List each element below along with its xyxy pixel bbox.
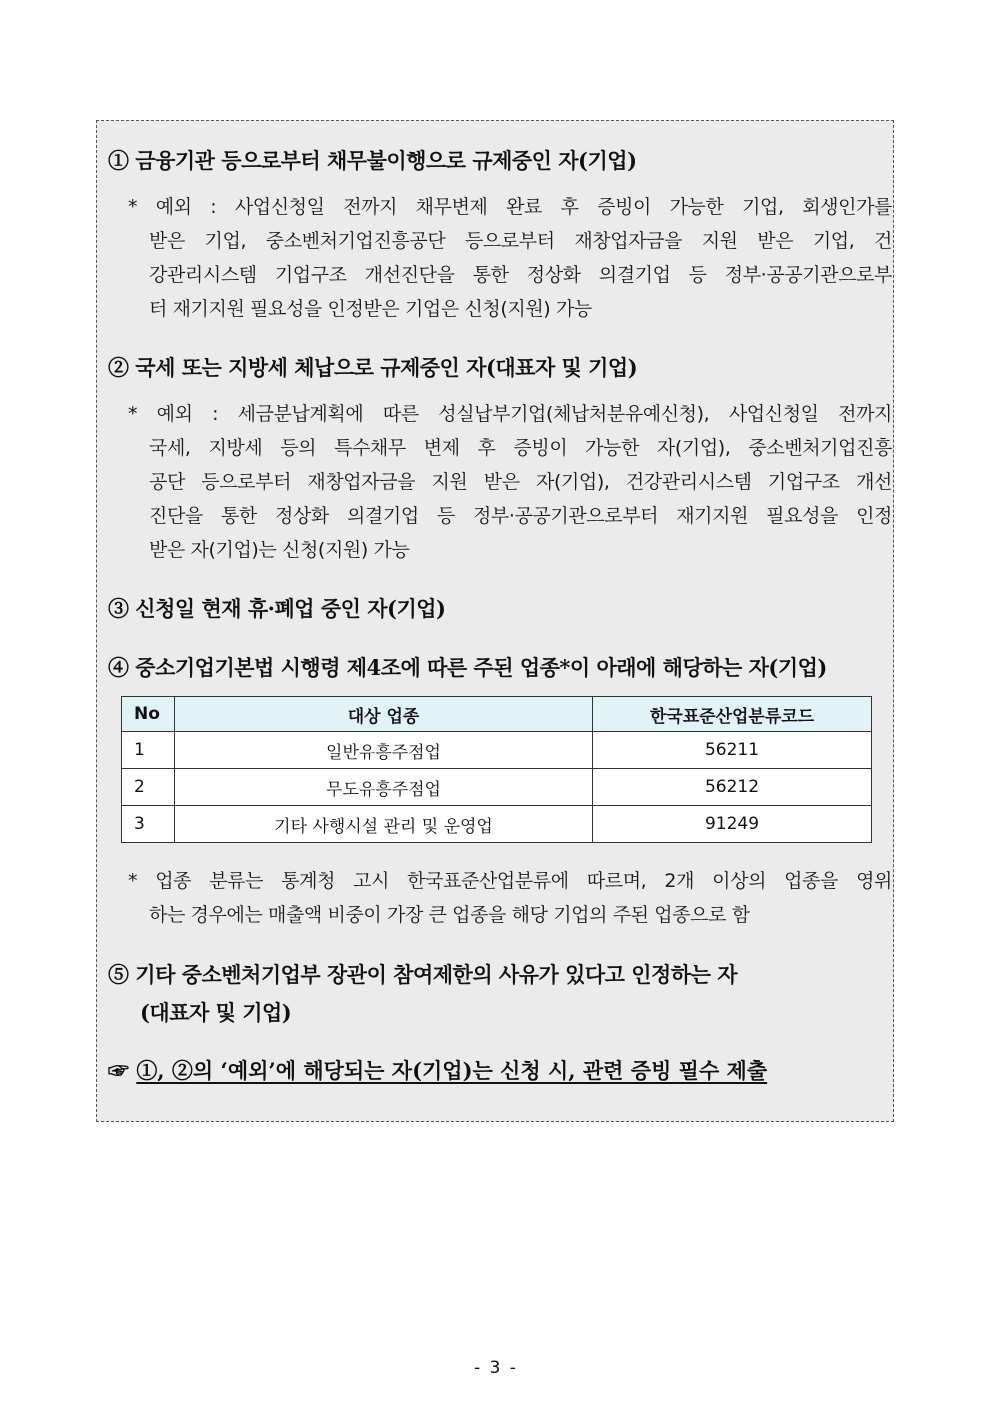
section-2-note: [128, 397, 892, 567]
note-line: 진단을 통한 정상화 의결기업 등 정부·공공기관으로부터 재기지원 필요성을 인정: [149, 505, 892, 527]
section-1-heading: ① 금융기관 등으로부터 채무불이행으로 규제중인 자(기업): [108, 148, 637, 173]
section-2-heading: ② 국세 또는 지방세 체납으로 규제중인 자(대표자 및 기업): [108, 355, 638, 380]
row-industry: 무도유흥주점업: [175, 769, 593, 806]
note-line: * 예외 : 세금분납계획에 따른 성실납부기업(체납처분유예신청), 사업신청일 전까지: [128, 403, 892, 425]
industry-code-table: [121, 696, 872, 843]
section-5-heading: ⑤ 기타 중소벤처기업부 장관이 참여제한의 사유가 있다고 인정하는 자: [108, 962, 737, 987]
note-line: * 예외 : 사업신청일 전까지 채무변제 완료 후 증빙이 가능한 기업, 회생인가를: [128, 196, 892, 218]
pointing-hand-icon: ☞: [108, 1058, 129, 1083]
page-number: - 3 -: [474, 1358, 518, 1378]
row-code: 56211: [593, 732, 872, 769]
note-line: * 업종 분류는 통계청 고시 한국표준산업분류에 따르며, 2개 이상의 업종을 영위: [128, 870, 892, 892]
note-line: 하는 경우에는 매출액 비중이 가장 큰 업종을 해당 기업의 주된 업종으로 함: [149, 904, 750, 926]
table-row: [122, 769, 872, 806]
row-industry: 일반유흥주점업: [175, 732, 593, 769]
row-code: 56212: [593, 769, 872, 806]
evidence-note-text: ①, ②의 ‘예외’에 해당되는 자(기업)는 신청 시, 관련 증빙 필수 제출: [136, 1058, 768, 1083]
table-row: [122, 732, 872, 769]
table-row: [122, 806, 872, 843]
row-code: 91249: [593, 806, 872, 843]
evidence-submission-note: [108, 1058, 767, 1084]
section-4-heading: ④ 중소기업기본법 시행령 제4조에 따른 주된 업종*이 아래에 해당하는 자(기업): [108, 655, 827, 680]
row-no: 1: [122, 732, 175, 769]
note-line: 공단 등으로부터 재창업자금을 지원 받은 자(기업), 건강관리시스템 기업구조 개선: [149, 471, 892, 493]
section-1-note: [128, 190, 892, 326]
column-header-code: 한국표준산업분류코드: [593, 697, 872, 732]
column-header-no: No: [122, 697, 175, 732]
column-header-industry: 대상 업종: [175, 697, 593, 732]
section-5-heading-cont: (대표자 및 기업): [140, 1000, 292, 1025]
note-line: 강관리시스템 기업구조 개선진단을 통한 정상화 의결기업 등 정부·공공기관으로부: [149, 264, 892, 286]
row-industry: 기타 사행시설 관리 및 운영업: [175, 806, 593, 843]
note-line: 터 재기지원 필요성을 인정받은 기업은 신청(지원) 가능: [149, 298, 592, 320]
note-line: 국세, 지방세 등의 특수채무 변제 후 증빙이 가능한 자(기업), 중소벤처기업진흥: [149, 437, 892, 459]
section-3-heading: ③ 신청일 현재 휴·폐업 중인 자(기업): [108, 596, 446, 621]
note-line: 받은 자(기업)는 신청(지원) 가능: [149, 539, 410, 561]
row-no: 2: [122, 769, 175, 806]
note-line: 받은 기업, 중소벤처기업진흥공단 등으로부터 재창업자금을 지원 받은 기업, 건: [149, 230, 892, 252]
section-4-note: [128, 864, 892, 932]
table-header-row: [122, 697, 872, 732]
row-no: 3: [122, 806, 175, 843]
